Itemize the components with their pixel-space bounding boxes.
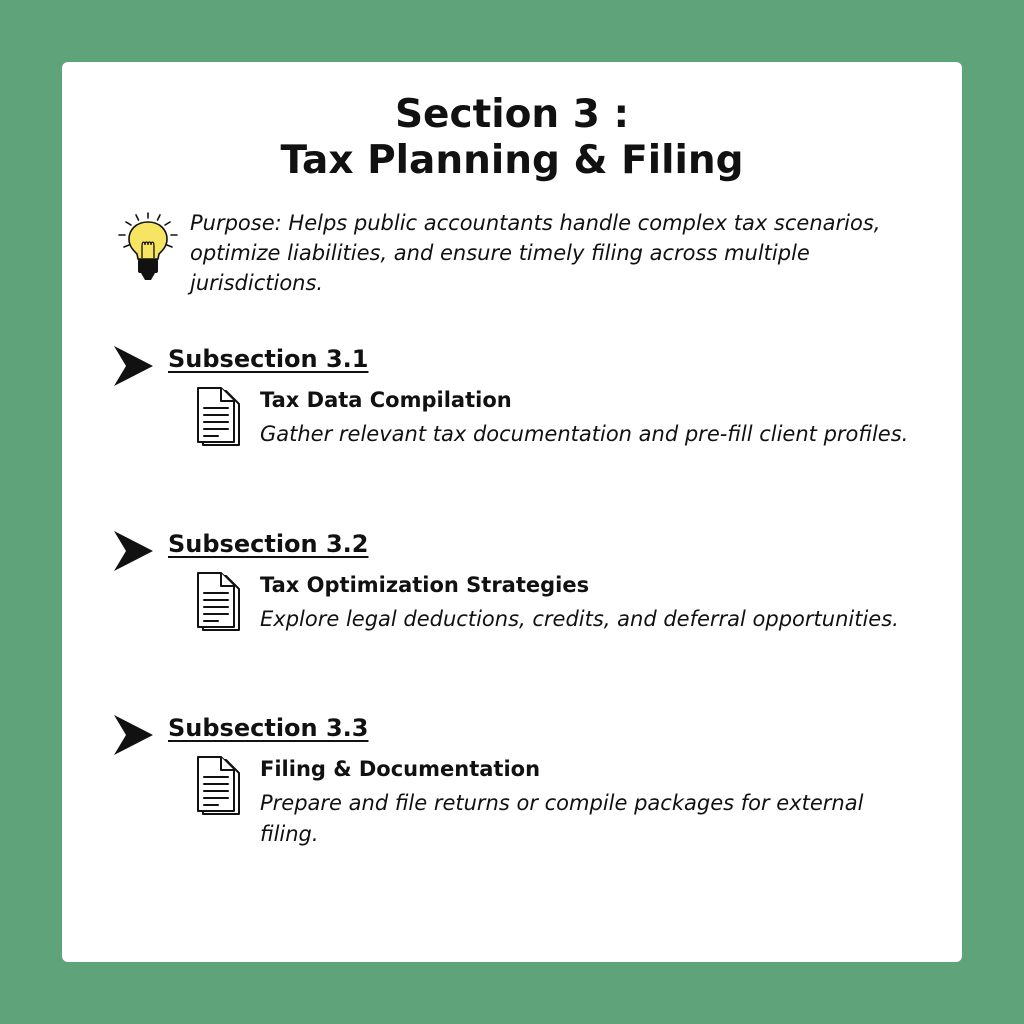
title-line-1: Section 3 : — [394, 92, 630, 137]
purpose-text: Purpose: Helps public accountants handle complex tax scenarios, optimize liabilities, and ensure timely filing across multiple jurisdictions. — [190, 211, 881, 295]
document-icon — [196, 386, 244, 448]
item-title: Tax Optimization Strategies — [260, 573, 590, 597]
lightbulb-icon — [114, 210, 182, 284]
item-description: Gather relevant tax documentation and pre-fill client profiles. — [260, 422, 909, 446]
arrow-icon — [112, 344, 154, 388]
page-title — [62, 92, 962, 184]
subsection-heading: Subsection 3.1 — [168, 345, 369, 373]
arrow-icon — [112, 713, 154, 757]
subsection-heading: Subsection 3.3 — [168, 714, 369, 742]
arrow-icon — [112, 529, 154, 573]
subsection-3-2 — [112, 527, 912, 667]
subsection-heading: Subsection 3.2 — [168, 530, 369, 558]
subsection-3-1 — [112, 342, 912, 482]
item-description: Explore legal deductions, credits, and deferral opportunities. — [260, 607, 899, 631]
item-description: Prepare and file returns or compile packages for external filing. — [260, 791, 864, 846]
title-line-2: Tax Planning & Filing — [280, 138, 744, 183]
content-card — [62, 62, 962, 962]
subsection-3-3 — [112, 711, 912, 851]
document-icon — [196, 571, 244, 633]
item-title: Tax Data Compilation — [260, 388, 512, 412]
document-icon — [196, 755, 244, 817]
item-title: Filing & Documentation — [260, 757, 541, 781]
